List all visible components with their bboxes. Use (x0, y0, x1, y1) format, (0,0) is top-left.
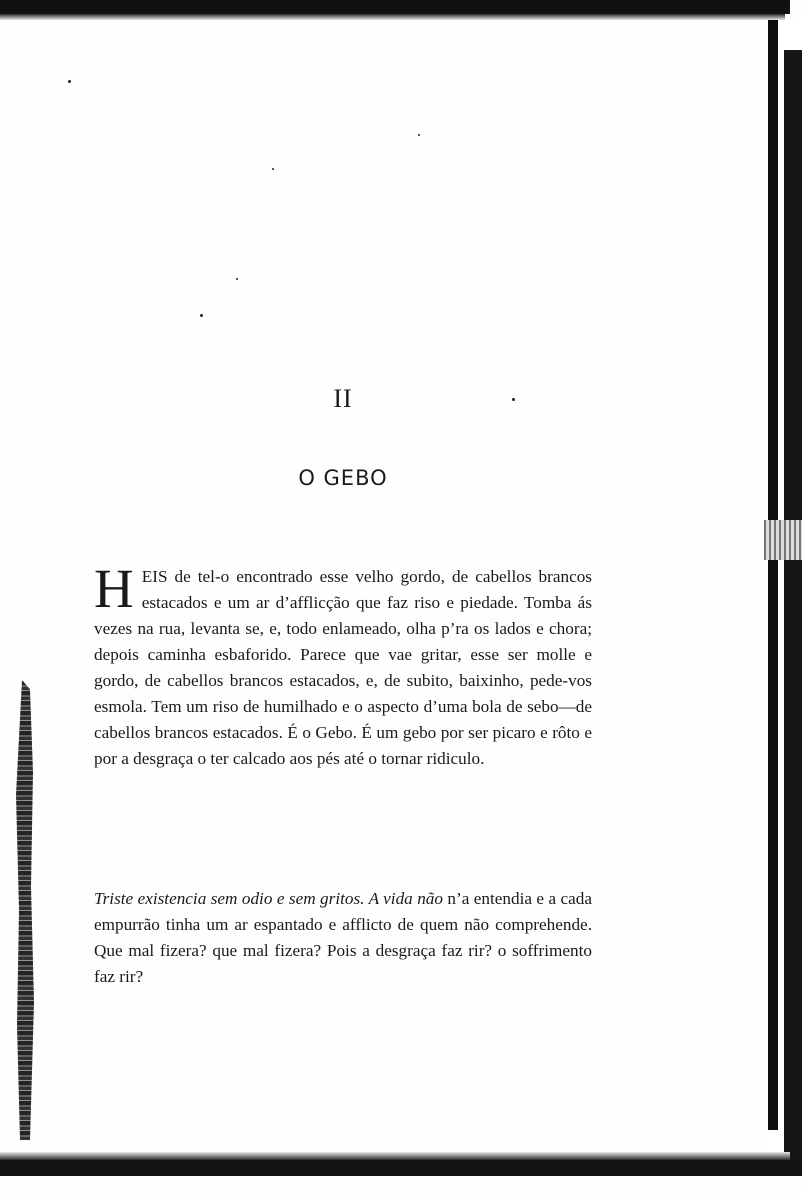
scan-border-top-edge (0, 14, 785, 20)
dust-speck (68, 80, 71, 83)
paragraph-2-text: n’a entendia e a cada empurrão tinha um ar espantado e afflicto de quem não comprehende. Que mal fizera? que mal fizera? Pois a desgraça faz rir? o soffrimento faz rir? (94, 889, 592, 986)
paragraph-1-text: de tel-o encontrado esse velho gordo, de cabellos brancos estacados e um ar d’afflicção que faz riso e piedade. Tomba ás vezes na rua, levanta se, e, todo enlameado, olha p’ra os lados e chora; depois caminha esbaforido. Parece que vae gritar, esse ser molle e gordo, de cabellos brancos estacados, e, de subito, baixinho, pede-vos esmola. Tem um riso de humilhado e o aspecto d’uma bola de sebo—de cabellos brancos estacados. É o Gebo. É um gebo por ser picaro e rôto e por a desgraça o ter calcado aos pés até o tornar ridiculo. (94, 567, 592, 768)
scan-border-bottom (0, 1160, 802, 1176)
dust-speck (272, 168, 274, 170)
dust-speck (200, 314, 203, 317)
chapter-number: II (333, 384, 353, 413)
scan-border-right (764, 20, 802, 1170)
drop-cap: H (94, 558, 134, 619)
dust-speck (236, 278, 238, 280)
paragraph-2-italic-opening: Triste existencia sem odio e sem gritos. A vida não (94, 889, 443, 908)
scan-border-top (0, 0, 790, 14)
paragraph-2 (94, 886, 592, 990)
scan-binding-shadow (16, 680, 36, 1140)
dust-speck (418, 134, 420, 136)
paragraph-1 (94, 558, 592, 772)
chapter-title: O GEBO (298, 466, 388, 490)
first-word-rest: EIS (141, 567, 168, 586)
scan-border-bottom-edge (0, 1152, 790, 1160)
